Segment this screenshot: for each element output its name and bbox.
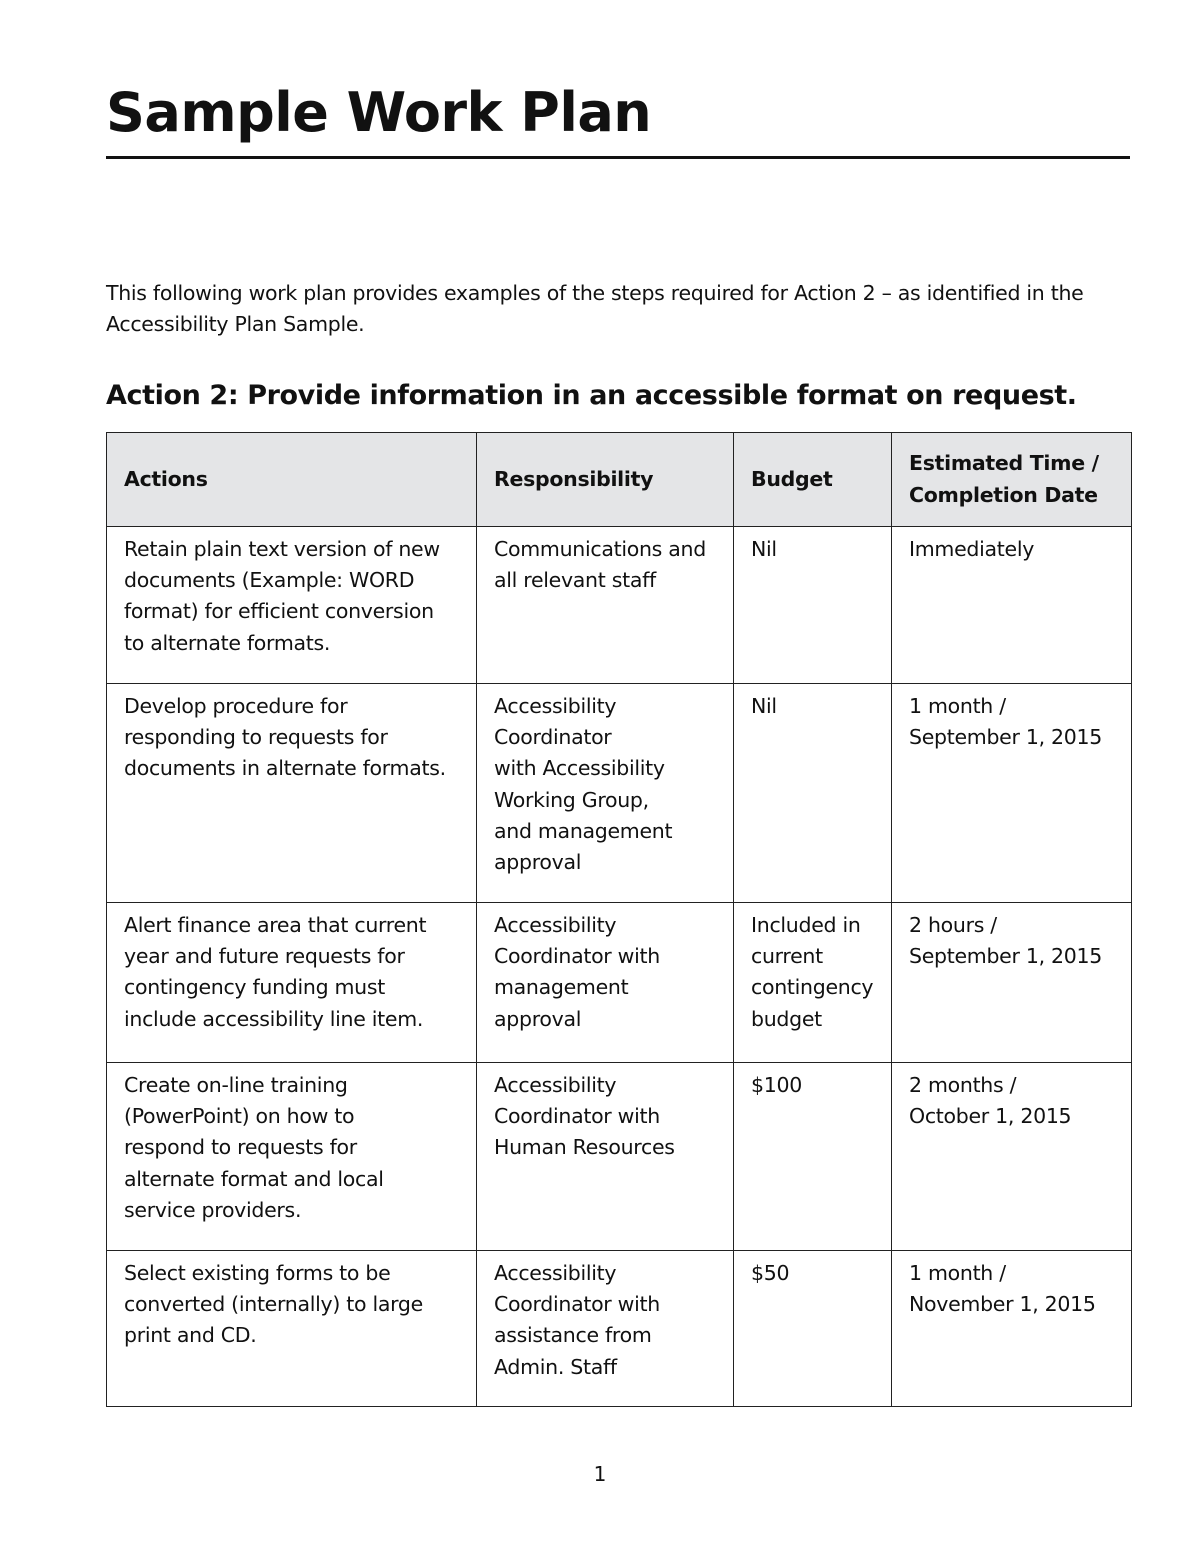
- cell-time: 1 month / September 1, 2015: [892, 684, 1132, 903]
- cell-actions: Develop procedure for responding to requests for documents in alternate formats.: [107, 684, 477, 903]
- table-row: [107, 1251, 1132, 1407]
- section-heading: Action 2: Provide information in an accessible format on request.: [106, 380, 1077, 411]
- header-responsibility: Responsibility: [477, 433, 734, 527]
- cell-responsibility: Accessibility Coordinator with Human Resources: [477, 1063, 734, 1251]
- work-plan-table: [106, 432, 1132, 1407]
- cell-actions: Create on-line training (PowerPoint) on how to respond to requests for alternate format and local service providers.: [107, 1063, 477, 1251]
- cell-budget: Nil: [734, 527, 892, 684]
- cell-time: 2 months / October 1, 2015: [892, 1063, 1132, 1251]
- page-title: Sample Work Plan: [106, 81, 652, 144]
- cell-actions: Retain plain text version of new documents (Example: WORD format) for efficient conversion to alternate formats.: [107, 527, 477, 684]
- table-header-row: [107, 433, 1132, 527]
- intro-paragraph: This following work plan provides examples of the steps required for Action 2 – as identified in the Accessibility Plan Sample.: [106, 281, 1084, 336]
- cell-budget: Included in current contingency budget: [734, 903, 892, 1063]
- table-row: [107, 1063, 1132, 1251]
- cell-budget: $100: [734, 1063, 892, 1251]
- cell-responsibility: Communications and all relevant staff: [477, 527, 734, 684]
- header-budget: Budget: [734, 433, 892, 527]
- page-number: 1: [593, 1462, 607, 1486]
- header-actions: Actions: [107, 433, 477, 527]
- title-rule: [106, 156, 1130, 159]
- cell-time: 1 month / November 1, 2015: [892, 1251, 1132, 1407]
- cell-budget: Nil: [734, 684, 892, 903]
- cell-responsibility: Accessibility Coordinator with management approval: [477, 903, 734, 1063]
- header-estimated-time: Estimated Time / Completion Date: [892, 433, 1132, 527]
- cell-actions: Alert finance area that current year and future requests for contingency funding must include accessibility line item.: [107, 903, 477, 1063]
- table-row: [107, 527, 1132, 684]
- table-row: [107, 684, 1132, 903]
- cell-budget: $50: [734, 1251, 892, 1407]
- cell-responsibility: Accessibility Coordinator with Accessibility Working Group, and management approval: [477, 684, 734, 903]
- cell-actions: Select existing forms to be converted (internally) to large print and CD.: [107, 1251, 477, 1407]
- cell-responsibility: Accessibility Coordinator with assistance from Admin. Staff: [477, 1251, 734, 1407]
- table-row: [107, 903, 1132, 1063]
- cell-time: 2 hours / September 1, 2015: [892, 903, 1132, 1063]
- cell-time: Immediately: [892, 527, 1132, 684]
